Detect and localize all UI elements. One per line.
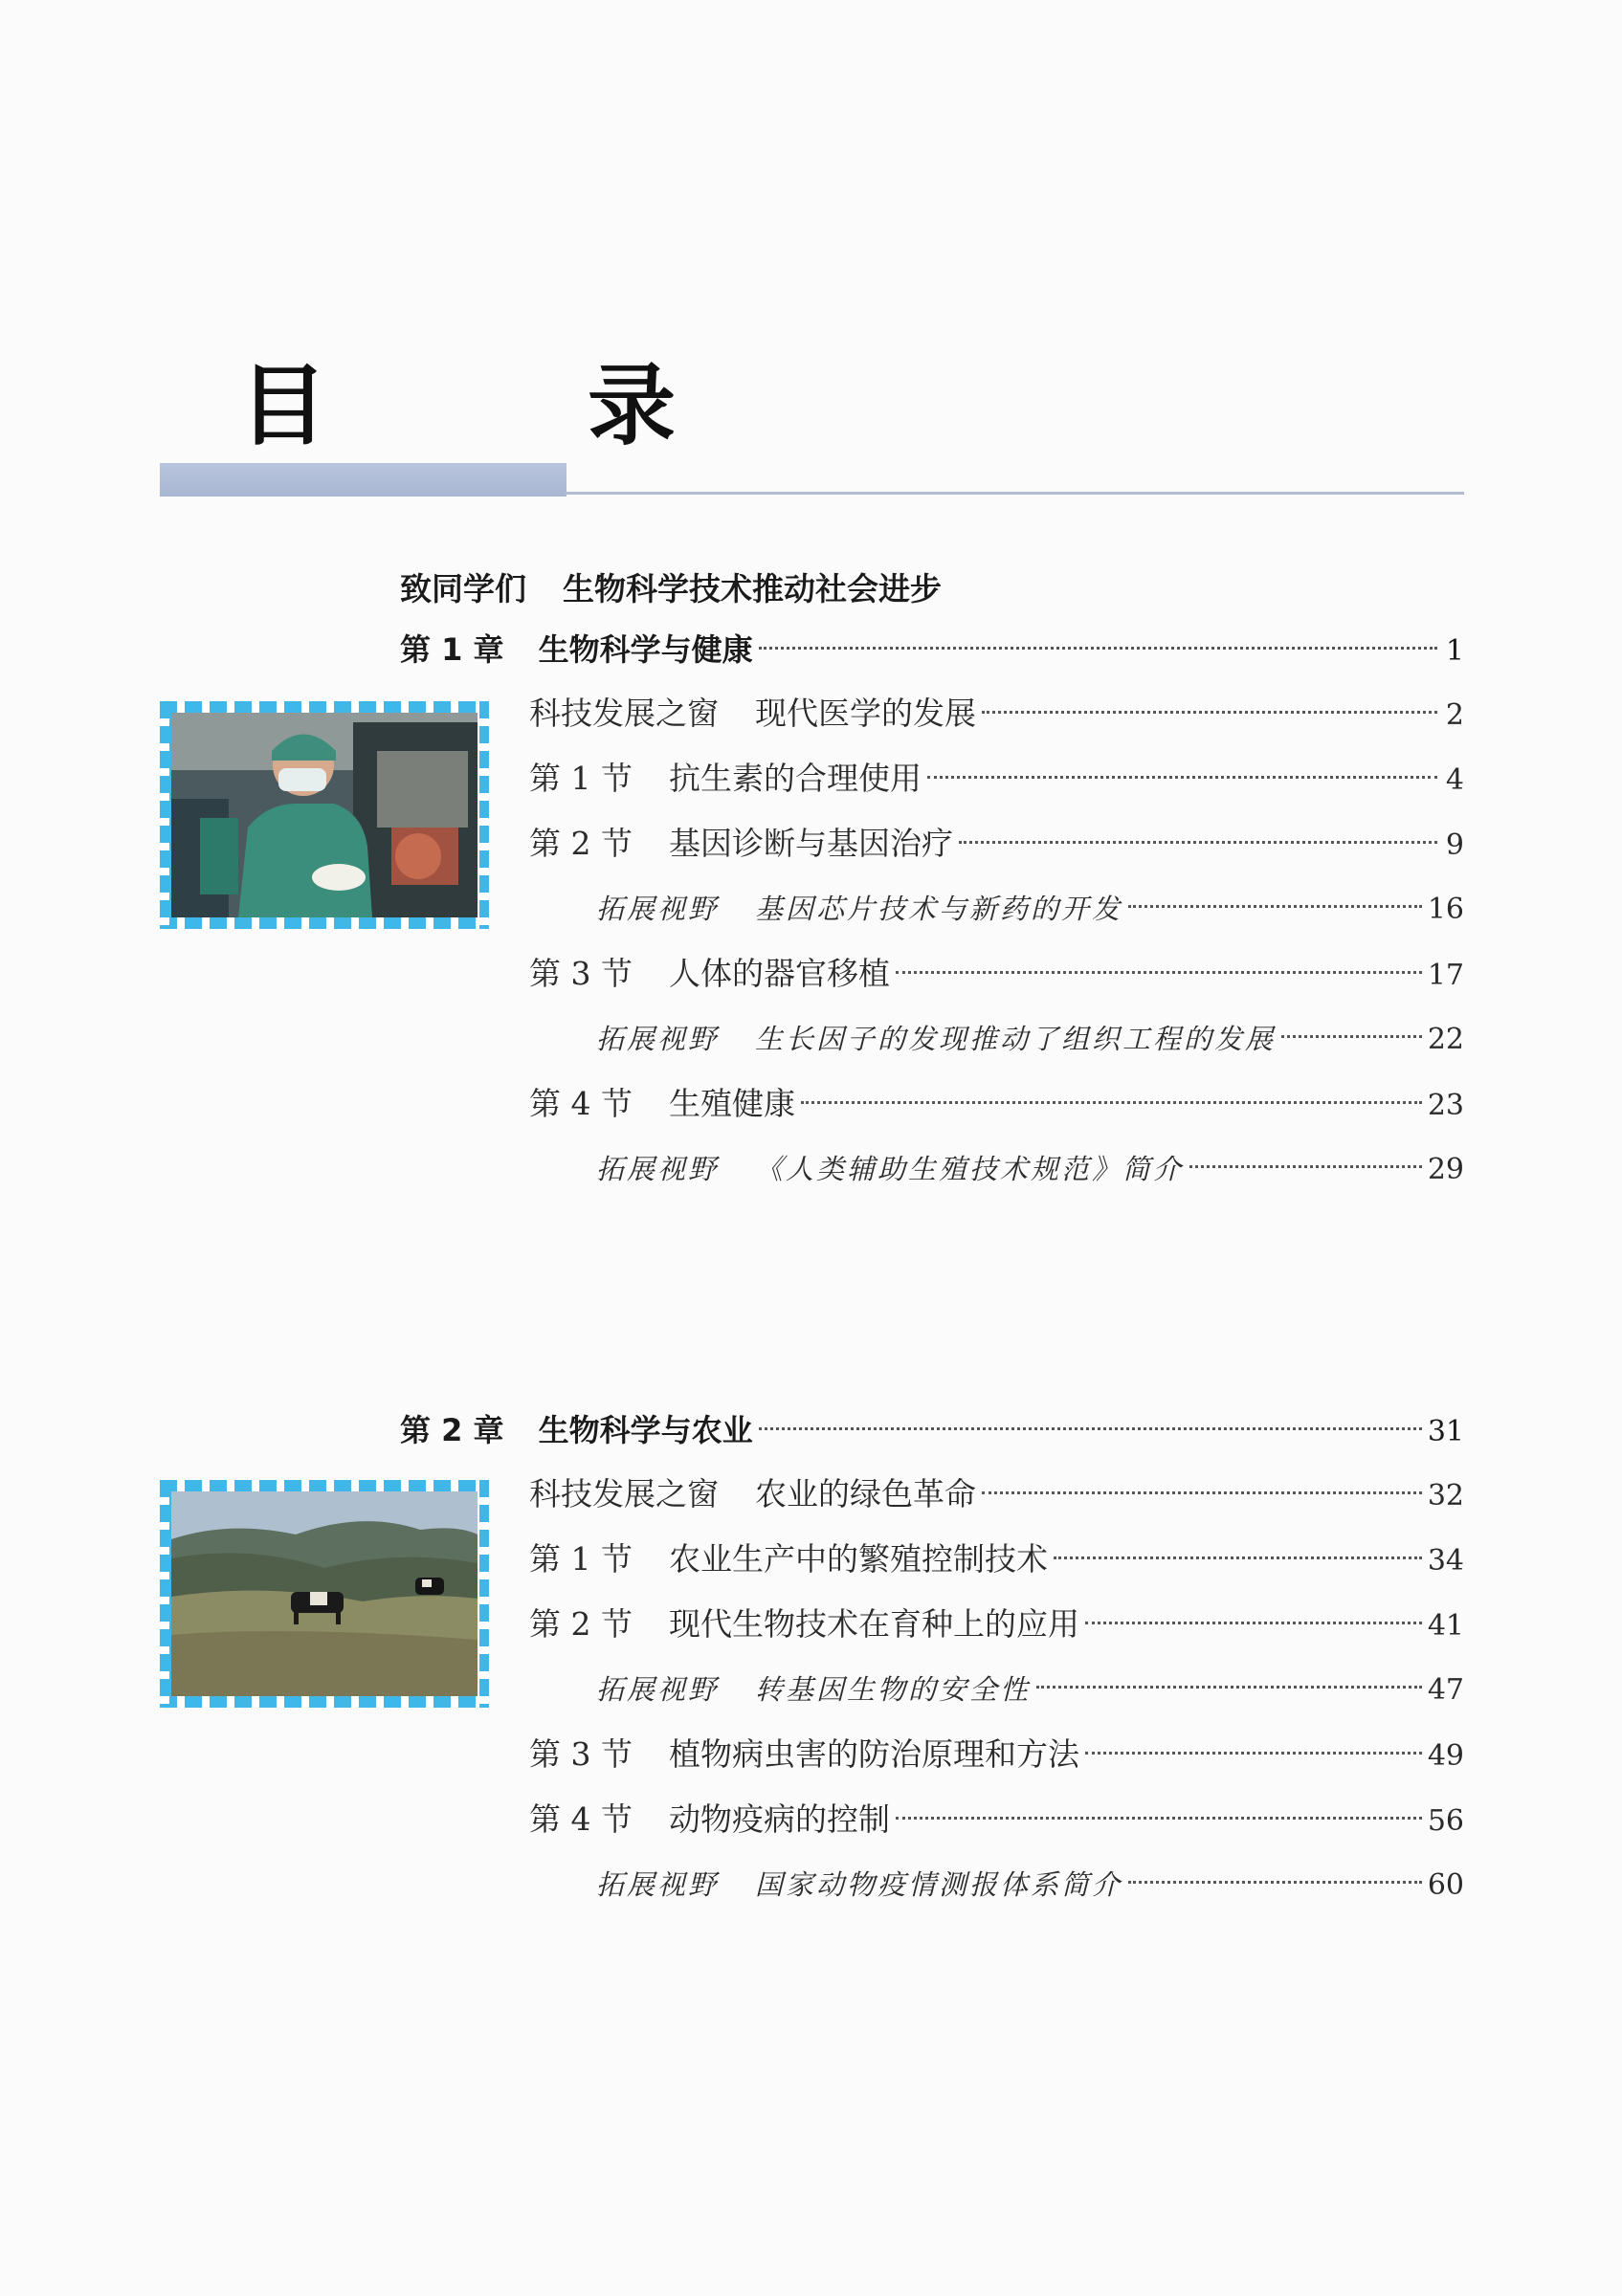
dot-leader: [759, 647, 1437, 650]
entry-label: 第 1 节: [529, 1540, 633, 1578]
page-number: 60: [1427, 1868, 1464, 1902]
dot-leader: [982, 711, 1437, 714]
page-number: 32: [1427, 1479, 1464, 1512]
entry-label: 科技发展之窗: [529, 695, 719, 732]
chapter-1-row[interactable]: [400, 628, 1464, 672]
chapter-2-row[interactable]: [400, 1408, 1464, 1452]
entry-name: 现代医学的发展: [755, 695, 976, 732]
dot-leader: [1054, 1556, 1422, 1559]
page-number: 56: [1427, 1804, 1464, 1838]
entry-name: 抗生素的合理使用: [668, 760, 922, 797]
entry-name: 现代生物技术在育种上的应用: [668, 1605, 1079, 1643]
dot-leader: [982, 1491, 1422, 1494]
toc-entry[interactable]: [529, 1082, 1464, 1126]
entry-label: 第 1 节: [529, 760, 633, 797]
entry-label: 拓展视野: [596, 893, 720, 925]
entry-name: 植物病虫害的防治原理和方法: [668, 1735, 1079, 1773]
page-title: 目 录: [239, 354, 763, 457]
page-number: 47: [1427, 1673, 1464, 1707]
chapter-number: 第 2 章: [400, 1412, 504, 1448]
entry-name: 基因芯片技术与新药的开发: [755, 893, 1123, 925]
entry-label: 拓展视野: [596, 1673, 720, 1706]
dot-leader: [1085, 1622, 1422, 1624]
chapter-name: 生物科学与健康: [538, 631, 753, 668]
toc-entry[interactable]: [529, 1798, 1464, 1842]
entry-name: 农业的绿色革命: [755, 1475, 976, 1512]
dot-leader: [1128, 905, 1422, 908]
dot-leader: [801, 1101, 1422, 1104]
intro-text: 生物科学技术推动社会进步: [563, 570, 942, 607]
entry-name: 生长因子的发现推动了组织工程的发展: [755, 1023, 1277, 1055]
grassland-cattle-photo-icon: [160, 1480, 489, 1708]
dot-leader: [759, 1427, 1422, 1430]
toc-entry[interactable]: [596, 887, 1464, 931]
title-accent-bar: [160, 463, 567, 497]
toc-entry[interactable]: [529, 1537, 1464, 1581]
page-number: 16: [1427, 893, 1464, 926]
dot-leader: [1281, 1035, 1422, 1038]
page-number: 23: [1427, 1089, 1464, 1122]
entry-name: 人体的器官移植: [668, 955, 890, 992]
page-number: 9: [1445, 828, 1464, 862]
entry-label: 拓展视野: [596, 1868, 720, 1901]
page-number: 41: [1427, 1609, 1464, 1643]
surgery-photo-icon: [160, 701, 489, 929]
entry-label: 第 4 节: [529, 1800, 633, 1838]
entry-label: 科技发展之窗: [529, 1475, 719, 1512]
page-number: 49: [1427, 1739, 1464, 1773]
toc-entry[interactable]: [529, 822, 1464, 866]
entry-label: 拓展视野: [596, 1153, 720, 1185]
toc-entry[interactable]: [596, 1017, 1464, 1061]
page-number: 22: [1427, 1023, 1464, 1056]
toc-entry[interactable]: [596, 1667, 1464, 1711]
page-number: 34: [1427, 1544, 1464, 1578]
entry-name: 农业生产中的繁殖控制技术: [668, 1540, 1048, 1578]
toc-entry[interactable]: [529, 757, 1464, 801]
entry-name: 基因诊断与基因治疗: [668, 825, 953, 862]
entry-name: 《人类辅助生殖技术规范》简介: [755, 1153, 1185, 1185]
entry-label: 第 4 节: [529, 1085, 633, 1122]
entry-label: 第 3 节: [529, 955, 633, 992]
chapter-name: 生物科学与农业: [538, 1412, 753, 1448]
page-number: 4: [1445, 763, 1464, 797]
dot-leader: [896, 1817, 1422, 1820]
entry-name: 转基因生物的安全性: [755, 1673, 1032, 1706]
toc-entry[interactable]: [529, 952, 1464, 996]
dot-leader: [896, 971, 1422, 974]
dot-leader: [1128, 1881, 1422, 1884]
title-rule: [565, 492, 1464, 495]
page-number: 17: [1427, 959, 1464, 992]
entry-label: 第 2 节: [529, 825, 633, 862]
entry-label: 第 2 节: [529, 1605, 633, 1643]
toc-entry[interactable]: [529, 1733, 1464, 1777]
dot-leader: [959, 841, 1437, 844]
toc-entry[interactable]: [596, 1863, 1464, 1907]
dot-leader: [1189, 1165, 1422, 1168]
entry-label: 第 3 节: [529, 1735, 633, 1773]
entry-label: 拓展视野: [596, 1023, 720, 1055]
toc-entry[interactable]: [529, 1602, 1464, 1646]
intro-label: 致同学们: [400, 570, 526, 607]
dot-leader: [1036, 1686, 1422, 1689]
dot-leader: [927, 776, 1437, 779]
page-number: 1: [1445, 634, 1464, 668]
dot-leader: [1085, 1752, 1422, 1755]
toc-entry[interactable]: [529, 692, 1464, 736]
entry-name: 生殖健康: [668, 1085, 795, 1122]
toc-entry[interactable]: [596, 1147, 1464, 1191]
entry-name: 动物疫病的控制: [668, 1800, 890, 1838]
page-number: 2: [1445, 698, 1464, 732]
toc-entry[interactable]: [529, 1472, 1464, 1516]
page-number: 31: [1427, 1415, 1464, 1448]
chapter-number: 第 1 章: [400, 631, 504, 668]
page-number: 29: [1427, 1153, 1464, 1186]
intro-line[interactable]: [400, 564, 942, 609]
entry-name: 国家动物疫情测报体系简介: [755, 1868, 1123, 1901]
